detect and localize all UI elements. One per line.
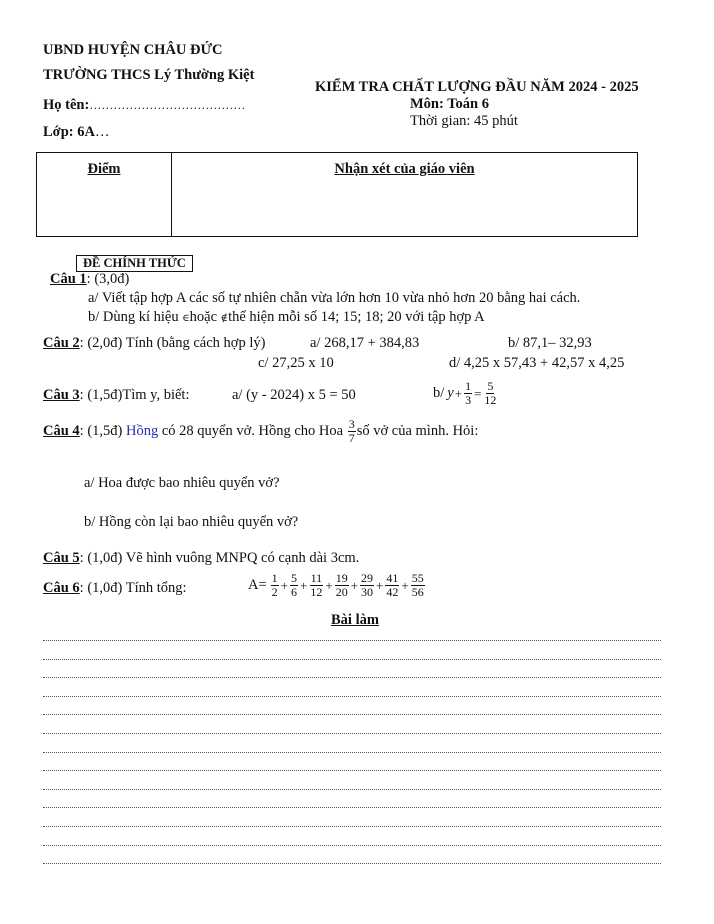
sum-fraction [335,572,349,599]
class-dots: … [94,124,110,140]
fraction-denominator: 56 [411,585,424,599]
equals-sign: = [474,385,482,401]
question-4-header [43,418,478,445]
sum-fraction [309,572,323,599]
answer-line[interactable] [43,714,661,715]
question-6-points: : (1,0đ) Tính tổng: [79,580,187,596]
question-3b [433,380,498,407]
exam-title: KIỂM TRA CHẤT LƯỢNG ĐẦU NĂM 2024 - 2025 [315,79,639,95]
sum-fraction [411,572,425,599]
school-name: TRƯỜNG THCS Lý Thường Kiệt [43,67,255,83]
plus-sign: + [350,577,359,593]
plus-sign: + [376,577,384,593]
sum-fraction [271,572,279,599]
name-label: Họ tên: [43,97,90,113]
fraction-numerator: 3 [348,417,355,431]
question-4-label: Câu 4 [43,423,80,439]
question-4-points: : (1,5đ) [79,423,126,439]
variable-y: y [447,385,454,401]
fraction-numerator: 5 [291,571,297,585]
question-1b-mid: hoặc [189,309,221,325]
answer-line[interactable] [43,863,661,864]
fraction-denominator: 6 [291,585,297,599]
fraction-numerator: 5 [487,379,494,393]
fraction-numerator: 1 [465,379,472,393]
question-1-label: Câu 1 [50,271,87,287]
fraction-numerator: 11 [310,571,323,585]
fraction-denominator: 30 [361,585,374,599]
fraction-numerator: 19 [335,571,348,585]
question-2c: c/ 27,25 x 10 [258,355,334,371]
plus-sign: + [280,577,288,593]
comment-header: Nhận xét của giáo viên [334,161,475,177]
sum-prefix: A= [248,577,267,593]
question-1a: a/ Viết tập hợp A các số tự nhiên chẵn vừa lớn hơn 10 vừa nhỏ hơn 20 bằng hai cách. [88,290,581,306]
sum-expression [248,572,426,599]
district-name: UBND HUYỆN CHÂU ĐỨC [43,42,223,58]
question-1b [88,309,485,326]
question-3-label: Câu 3 [43,387,80,403]
element-of-icon: ∈ [182,313,190,324]
plus-sign: + [300,577,308,593]
answer-line[interactable] [43,770,661,771]
exam-subject: Môn: Toán 6 [410,96,489,112]
question-1b-pre: b/ Dùng kí hiệu [88,309,183,325]
question-4a: a/ Hoa được bao nhiêu quyển vở? [84,475,280,491]
fraction-numerator: 55 [411,571,424,585]
answer-line[interactable] [43,752,661,753]
plus-sign: + [401,577,409,593]
score-header: Điểm [87,161,121,177]
fraction-denominator: 12 [484,393,497,407]
not-element-of-icon: ∉ [220,313,229,324]
sum-fraction [385,572,399,599]
question-1-points: : (3,0đ) [86,271,130,287]
answer-section-title: Bài làm [331,612,379,628]
question-2-points: : (2,0đ) Tính (bằng cách hợp lý) [79,335,266,351]
answer-line[interactable] [43,640,661,641]
question-3b-pre: b/ [433,385,445,401]
answer-line[interactable] [43,789,661,790]
question-3-points: : (1,5đ)Tìm y, biết: [79,387,190,403]
question-6-label: Câu 6 [43,580,80,596]
sum-fraction [290,572,298,599]
fraction-denominator: 20 [335,585,348,599]
question-2d: d/ 4,25 x 57,43 + 42,57 x 4,25 [449,355,625,371]
question-5 [43,550,359,567]
fraction-denominator: 12 [310,585,323,599]
answer-line[interactable] [43,677,661,678]
fraction-three-sevenths [348,418,356,445]
question-4b: b/ Hồng còn lại bao nhiêu quyển vở? [84,514,299,530]
comment-cell[interactable] [172,153,638,237]
official-exam-stamp: ĐỀ CHÍNH THỨC [76,255,193,272]
question-2-header [43,335,265,352]
question-5-text: : (1,0đ) Vẽ hình vuông MNPQ có cạnh dài 3cm. [79,550,360,566]
class-label: Lớp: 6A [43,124,95,140]
question-2-label: Câu 2 [43,335,80,351]
fraction-numerator: 41 [386,571,399,585]
answer-line[interactable] [43,845,661,846]
exam-duration: Thời gian: 45 phút [410,113,518,129]
fraction-denominator: 7 [348,431,355,445]
fraction-denominator: 3 [465,393,472,407]
name-dots: ………………………………… [89,98,246,112]
question-1-header [50,271,129,288]
student-name-field[interactable] [43,97,245,114]
fraction-denominator: 42 [386,585,399,599]
plus-sign: + [454,385,463,401]
question-4-text-2: số vở của mình. Hỏi: [356,423,479,439]
answer-line[interactable] [43,659,661,660]
question-3-header [43,387,189,404]
fraction-one-third [464,380,472,407]
grade-table [36,152,638,237]
question-1b-post: thể hiện mỗi số 14; 15; 18; 20 với tập hợp A [228,309,485,325]
score-cell[interactable] [37,153,172,237]
question-3a: a/ (y - 2024) x 5 = 50 [232,387,356,403]
answer-line[interactable] [43,826,661,827]
class-field[interactable] [43,124,109,141]
answer-line[interactable] [43,807,661,808]
plus-sign: + [325,577,333,593]
question-6-header [43,580,187,597]
question-2b: b/ 87,1– 32,93 [508,335,592,351]
answer-line[interactable] [43,696,661,697]
question-4-text-1: có 28 quyển vở. Hồng cho Hoa [158,423,347,439]
question-5-label: Câu 5 [43,550,80,566]
sum-fraction [360,572,374,599]
highlighted-name: Hồng [125,423,159,439]
fraction-five-twelfths [483,380,497,407]
fraction-denominator: 2 [271,585,278,599]
fraction-numerator: 29 [361,571,374,585]
answer-line[interactable] [43,733,661,734]
fraction-numerator: 1 [271,571,278,585]
question-2a: a/ 268,17 + 384,83 [310,335,420,351]
